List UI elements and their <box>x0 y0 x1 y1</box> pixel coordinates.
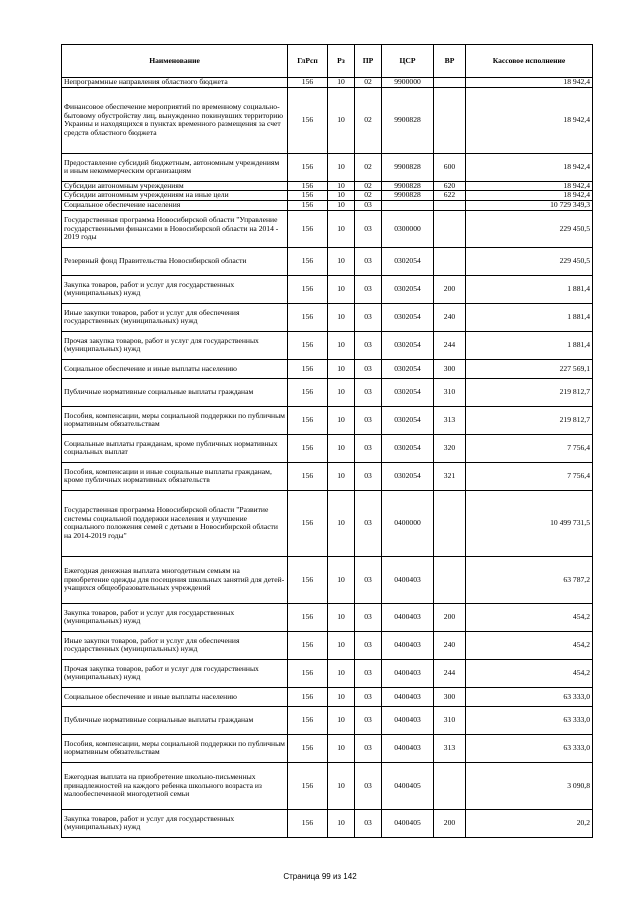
cell-rz: 10 <box>328 191 355 201</box>
cell-glrsp: 156 <box>288 706 328 734</box>
cell-rz: 10 <box>328 87 355 153</box>
cell-amount: 1 881,4 <box>466 331 593 359</box>
cell-csr: 9900828 <box>382 191 434 201</box>
cell-amount: 1 881,4 <box>466 303 593 331</box>
table-row <box>62 687 593 706</box>
cell-name: Социальное обеспечение и иные выплаты населению <box>62 687 288 706</box>
cell-csr: 0302054 <box>382 406 434 434</box>
cell-amount: 1 881,4 <box>466 275 593 303</box>
cell-vr: 313 <box>434 406 466 434</box>
cell-vr: 300 <box>434 359 466 378</box>
cell-vr: 620 <box>434 181 466 191</box>
header-amount: Кассовое исполнение <box>466 45 593 78</box>
cell-pr: 03 <box>355 462 382 490</box>
cell-csr: 0400403 <box>382 687 434 706</box>
table-row <box>62 303 593 331</box>
cell-pr: 03 <box>355 359 382 378</box>
cell-pr: 02 <box>355 191 382 201</box>
cell-vr: 240 <box>434 631 466 659</box>
cell-csr: 0300000 <box>382 210 434 247</box>
cell-name: Резервный фонд Правительства Новосибирской области <box>62 247 288 275</box>
cell-glrsp: 156 <box>288 331 328 359</box>
table-row <box>62 153 593 181</box>
cell-amount: 454,2 <box>466 603 593 631</box>
header-csr: ЦСР <box>382 45 434 78</box>
cell-name: Непрограммные направления областного бюджета <box>62 78 288 88</box>
cell-name: Социальные выплаты гражданам, кроме публичных нормативных социальных выплат <box>62 434 288 462</box>
cell-vr <box>434 78 466 88</box>
cell-amount: 454,2 <box>466 631 593 659</box>
budget-table <box>61 44 593 838</box>
page-number: Страница 99 из 142 <box>283 872 357 881</box>
cell-rz: 10 <box>328 153 355 181</box>
table-row <box>62 331 593 359</box>
table-row <box>62 378 593 406</box>
table-row <box>62 734 593 762</box>
cell-vr <box>434 210 466 247</box>
cell-csr: 0400403 <box>382 556 434 603</box>
cell-vr: 321 <box>434 462 466 490</box>
cell-glrsp: 156 <box>288 734 328 762</box>
cell-name: Публичные нормативные социальные выплаты гражданам <box>62 378 288 406</box>
cell-csr: 9900828 <box>382 181 434 191</box>
cell-name: Финансовое обеспечение мероприятий по временному социально-бытовому обустройству лиц, вынужденно покинувших территорию Украины и находящихся в пунктах временного размещения за счет средств областного бюджета <box>62 87 288 153</box>
cell-name: Иные закупки товаров, работ и услуг для обеспечения государственных (муниципальных) нужд <box>62 631 288 659</box>
cell-pr: 03 <box>355 247 382 275</box>
cell-pr: 03 <box>355 659 382 687</box>
cell-name: Субсидии автономным учреждениям <box>62 181 288 191</box>
table-row <box>62 490 593 556</box>
cell-pr: 03 <box>355 378 382 406</box>
cell-name: Пособия, компенсации и иные социальные выплаты гражданам, кроме публичных нормативных обязательств <box>62 462 288 490</box>
cell-glrsp: 156 <box>288 490 328 556</box>
cell-amount: 7 756,4 <box>466 462 593 490</box>
cell-vr <box>434 247 466 275</box>
table-row <box>62 359 593 378</box>
cell-csr: 0400403 <box>382 706 434 734</box>
cell-csr: 0400405 <box>382 762 434 809</box>
cell-amount: 63 333,0 <box>466 706 593 734</box>
cell-name: Ежегодная выплата на приобретение школьно-письменных принадлежностей на каждого ребенка школьного возраста из малообеспеченной многодетной семьи <box>62 762 288 809</box>
cell-rz: 10 <box>328 201 355 211</box>
cell-rz: 10 <box>328 490 355 556</box>
table-row <box>62 201 593 211</box>
cell-glrsp: 156 <box>288 87 328 153</box>
cell-pr: 02 <box>355 87 382 153</box>
cell-vr: 244 <box>434 331 466 359</box>
cell-amount: 219 812,7 <box>466 378 593 406</box>
cell-rz: 10 <box>328 275 355 303</box>
cell-glrsp: 156 <box>288 275 328 303</box>
cell-amount: 219 812,7 <box>466 406 593 434</box>
cell-pr: 03 <box>355 210 382 247</box>
cell-name: Иные закупки товаров, работ и услуг для обеспечения государственных (муниципальных) нужд <box>62 303 288 331</box>
cell-vr: 200 <box>434 603 466 631</box>
cell-pr: 03 <box>355 275 382 303</box>
cell-rz: 10 <box>328 247 355 275</box>
cell-name: Публичные нормативные социальные выплаты гражданам <box>62 706 288 734</box>
cell-vr <box>434 87 466 153</box>
cell-glrsp: 156 <box>288 153 328 181</box>
cell-rz: 10 <box>328 556 355 603</box>
table-row <box>62 762 593 809</box>
cell-csr: 0302054 <box>382 331 434 359</box>
cell-csr: 0400403 <box>382 631 434 659</box>
cell-rz: 10 <box>328 303 355 331</box>
cell-glrsp: 156 <box>288 556 328 603</box>
cell-glrsp: 156 <box>288 201 328 211</box>
cell-amount: 227 569,1 <box>466 359 593 378</box>
table-header-row <box>62 45 593 78</box>
cell-pr: 03 <box>355 687 382 706</box>
cell-pr: 03 <box>355 331 382 359</box>
cell-glrsp: 156 <box>288 659 328 687</box>
cell-csr: 0400000 <box>382 490 434 556</box>
header-pr: ПР <box>355 45 382 78</box>
cell-amount: 18 942,4 <box>466 87 593 153</box>
cell-csr: 0400405 <box>382 809 434 837</box>
cell-rz: 10 <box>328 631 355 659</box>
cell-rz: 10 <box>328 462 355 490</box>
cell-glrsp: 156 <box>288 406 328 434</box>
cell-name: Социальное обеспечение населения <box>62 201 288 211</box>
cell-vr: 320 <box>434 434 466 462</box>
cell-glrsp: 156 <box>288 687 328 706</box>
cell-glrsp: 156 <box>288 303 328 331</box>
cell-rz: 10 <box>328 406 355 434</box>
cell-csr: 0302054 <box>382 359 434 378</box>
cell-glrsp: 156 <box>288 247 328 275</box>
cell-vr: 244 <box>434 659 466 687</box>
table-row <box>62 406 593 434</box>
cell-vr: 622 <box>434 191 466 201</box>
table-row <box>62 210 593 247</box>
cell-pr: 03 <box>355 303 382 331</box>
header-glrsp: ГлРсп <box>288 45 328 78</box>
cell-name: Прочая закупка товаров, работ и услуг для государственных (муниципальных) нужд <box>62 331 288 359</box>
cell-rz: 10 <box>328 331 355 359</box>
table-row <box>62 556 593 603</box>
cell-glrsp: 156 <box>288 603 328 631</box>
cell-vr: 310 <box>434 706 466 734</box>
cell-name: Закупка товаров, работ и услуг для государственных (муниципальных) нужд <box>62 275 288 303</box>
cell-pr: 02 <box>355 153 382 181</box>
cell-name: Социальное обеспечение и иные выплаты населению <box>62 359 288 378</box>
cell-rz: 10 <box>328 809 355 837</box>
cell-glrsp: 156 <box>288 210 328 247</box>
header-vr: ВР <box>434 45 466 78</box>
cell-amount: 18 942,4 <box>466 181 593 191</box>
cell-rz: 10 <box>328 603 355 631</box>
cell-csr: 0400403 <box>382 734 434 762</box>
cell-amount: 18 942,4 <box>466 78 593 88</box>
cell-pr: 03 <box>355 490 382 556</box>
cell-amount: 10 499 731,5 <box>466 490 593 556</box>
cell-amount: 10 729 349,3 <box>466 201 593 211</box>
table-row <box>62 659 593 687</box>
cell-glrsp: 156 <box>288 762 328 809</box>
cell-pr: 03 <box>355 556 382 603</box>
cell-name: Государственная программа Новосибирской области "Управление государственными финансами в Новосибирской области на 2014 - 2019 годы <box>62 210 288 247</box>
cell-name: Прочая закупка товаров, работ и услуг для государственных (муниципальных) нужд <box>62 659 288 687</box>
cell-glrsp: 156 <box>288 378 328 406</box>
table-row <box>62 603 593 631</box>
cell-name: Закупка товаров, работ и услуг для государственных (муниципальных) нужд <box>62 603 288 631</box>
cell-name: Закупка товаров, работ и услуг для государственных (муниципальных) нужд <box>62 809 288 837</box>
cell-pr: 03 <box>355 603 382 631</box>
cell-rz: 10 <box>328 210 355 247</box>
cell-amount: 7 756,4 <box>466 434 593 462</box>
cell-amount: 229 450,5 <box>466 210 593 247</box>
cell-rz: 10 <box>328 78 355 88</box>
cell-glrsp: 156 <box>288 191 328 201</box>
cell-rz: 10 <box>328 378 355 406</box>
cell-csr: 0400403 <box>382 603 434 631</box>
cell-pr: 02 <box>355 181 382 191</box>
cell-vr <box>434 201 466 211</box>
cell-csr <box>382 201 434 211</box>
table-row <box>62 706 593 734</box>
cell-pr: 03 <box>355 734 382 762</box>
cell-name: Субсидии автономным учреждениям на иные цели <box>62 191 288 201</box>
table-row <box>62 809 593 837</box>
cell-pr: 03 <box>355 434 382 462</box>
cell-glrsp: 156 <box>288 462 328 490</box>
cell-amount: 63 787,2 <box>466 556 593 603</box>
cell-name: Предоставление субсидий бюджетным, автономным учреждениям и иным некоммерческим организациям <box>62 153 288 181</box>
cell-vr <box>434 556 466 603</box>
cell-glrsp: 156 <box>288 631 328 659</box>
cell-vr: 310 <box>434 378 466 406</box>
cell-vr: 600 <box>434 153 466 181</box>
cell-glrsp: 156 <box>288 809 328 837</box>
cell-rz: 10 <box>328 687 355 706</box>
cell-rz: 10 <box>328 762 355 809</box>
header-rz: Рз <box>328 45 355 78</box>
cell-amount: 20,2 <box>466 809 593 837</box>
cell-csr: 0302054 <box>382 378 434 406</box>
cell-name: Ежегодная денежная выплата многодетным семьям на приобретение одежды для посещения школьных занятий для детей-учащихся общеобразовательных учреждений <box>62 556 288 603</box>
cell-amount: 63 333,0 <box>466 687 593 706</box>
cell-vr: 300 <box>434 687 466 706</box>
cell-amount: 3 090,8 <box>466 762 593 809</box>
cell-rz: 10 <box>328 734 355 762</box>
cell-glrsp: 156 <box>288 359 328 378</box>
cell-vr: 313 <box>434 734 466 762</box>
cell-csr: 0302054 <box>382 462 434 490</box>
cell-vr <box>434 490 466 556</box>
cell-csr: 9900000 <box>382 78 434 88</box>
cell-glrsp: 156 <box>288 78 328 88</box>
cell-amount: 18 942,4 <box>466 153 593 181</box>
cell-pr: 02 <box>355 78 382 88</box>
cell-name: Пособия, компенсации, меры социальной поддержки по публичным нормативным обязательствам <box>62 406 288 434</box>
cell-rz: 10 <box>328 181 355 191</box>
cell-pr: 03 <box>355 201 382 211</box>
cell-csr: 0302054 <box>382 303 434 331</box>
cell-amount: 63 333,0 <box>466 734 593 762</box>
cell-csr: 0400403 <box>382 659 434 687</box>
table-row <box>62 631 593 659</box>
cell-vr <box>434 762 466 809</box>
cell-pr: 03 <box>355 406 382 434</box>
cell-pr: 03 <box>355 706 382 734</box>
cell-glrsp: 156 <box>288 181 328 191</box>
table-row <box>62 78 593 88</box>
cell-rz: 10 <box>328 659 355 687</box>
cell-pr: 03 <box>355 631 382 659</box>
cell-csr: 9900828 <box>382 153 434 181</box>
cell-rz: 10 <box>328 706 355 734</box>
cell-amount: 229 450,5 <box>466 247 593 275</box>
cell-vr: 200 <box>434 809 466 837</box>
cell-rz: 10 <box>328 359 355 378</box>
table-row <box>62 87 593 153</box>
cell-name: Пособия, компенсации, меры социальной поддержки по публичным нормативным обязательствам <box>62 734 288 762</box>
cell-csr: 0302054 <box>382 434 434 462</box>
cell-csr: 0302054 <box>382 275 434 303</box>
cell-rz: 10 <box>328 434 355 462</box>
cell-csr: 9900828 <box>382 87 434 153</box>
header-name: Наименование <box>62 45 288 78</box>
cell-pr: 03 <box>355 762 382 809</box>
table-row <box>62 275 593 303</box>
cell-amount: 454,2 <box>466 659 593 687</box>
cell-csr: 0302054 <box>382 247 434 275</box>
table-row <box>62 434 593 462</box>
table-row <box>62 247 593 275</box>
table-row <box>62 462 593 490</box>
cell-amount: 18 942,4 <box>466 191 593 201</box>
cell-name: Государственная программа Новосибирской области "Развитие системы социальной поддержки населения и улучшение социального положения семей с детьми в Новосибирской области на 2014-2019 годы" <box>62 490 288 556</box>
cell-glrsp: 156 <box>288 434 328 462</box>
cell-pr: 03 <box>355 809 382 837</box>
cell-vr: 200 <box>434 275 466 303</box>
cell-vr: 240 <box>434 303 466 331</box>
